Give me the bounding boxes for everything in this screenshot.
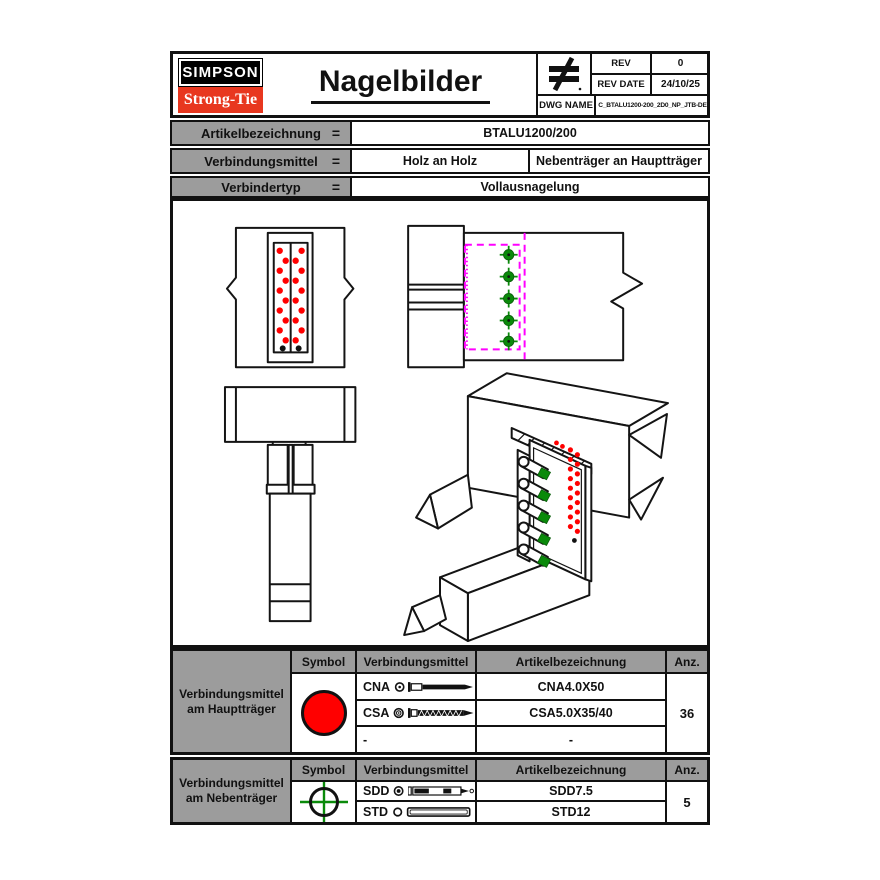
holz-an-holz-value: Holz an Holz: [402, 154, 478, 168]
not-equal-symbol-cell: [538, 54, 592, 96]
article-cell: STD12: [477, 802, 667, 822]
title-block: [170, 51, 710, 118]
col-header-artikelbezeichnung: Artikelbezeichnung: [477, 651, 667, 674]
traeger-value: Nebenträger an Hauptträger: [535, 154, 702, 168]
col-header-verbindungsmittel: Verbindungsmittel: [357, 651, 477, 674]
article-cell: CSA5.0X35/40: [477, 701, 667, 727]
rev-label-cell: [592, 54, 652, 75]
side-view: [408, 226, 642, 367]
group-label-cell: [173, 760, 292, 822]
fastener-code: CNA: [363, 679, 391, 694]
col-header-anz: Anz.: [667, 760, 707, 782]
technical-drawing-canvas: [173, 201, 707, 645]
rev-value-cell: [652, 54, 709, 75]
rev-date-value: 24/10/25: [661, 79, 700, 90]
fastener-row-csa: [357, 701, 477, 727]
dwg-name-value: C_BTALU1200-200_2D0_NP_JTB-DE: [598, 102, 707, 109]
dwg-name-label: DWG NAME: [539, 100, 593, 111]
info-label: Artikelbezeichnung: [201, 125, 321, 141]
equals-sign: =: [331, 125, 340, 141]
info-row-artikel: [170, 120, 710, 146]
rev-date-value-cell: [652, 75, 709, 96]
fastener-code: STD: [363, 805, 388, 819]
group-line2: am Nebenträger: [185, 791, 278, 805]
anz-cell-nebentraeger: 5: [683, 794, 691, 810]
fastener-code: -: [363, 732, 368, 747]
fastener-row-sdd: [357, 782, 477, 802]
main-beam-plan: [225, 387, 355, 442]
drawing-area: [170, 198, 710, 648]
equals-sign: =: [331, 153, 340, 169]
fastener-row-cna: [357, 674, 477, 701]
rev-date-label-cell: [592, 75, 652, 96]
col-header-symbol: Symbol: [292, 651, 357, 674]
plan-view: [225, 387, 355, 621]
sheet-title: Nagelbilder: [311, 65, 490, 104]
green-crosshair-symbol: [296, 782, 352, 822]
group-line2: am Hauptträger: [187, 701, 276, 716]
logo-line2: Strong-Tie: [183, 91, 258, 108]
main-beam-end: [408, 226, 464, 367]
article-cell: CNA4.0X50: [477, 674, 667, 701]
double-ring-icon: [393, 706, 404, 720]
symbol-cell-haupttraeger: [292, 674, 357, 752]
info-label: Verbindungsmittel: [204, 153, 318, 169]
col-header-verbindungsmittel: Verbindungsmittel: [357, 760, 477, 782]
col-header-anz: Anz.: [667, 651, 707, 674]
nebentraeger-table: [170, 757, 710, 825]
screw-icon: [408, 705, 475, 721]
info-label: Verbindertyp: [221, 179, 301, 195]
iso-view: [404, 373, 668, 641]
circle-icon: [392, 805, 403, 819]
front-view: [227, 228, 353, 367]
fastener-code: SDD: [363, 784, 390, 798]
simpson-logo: [178, 58, 263, 87]
dwg-name-value-cell: [596, 96, 709, 115]
article-cell: SDD7.5: [477, 782, 667, 802]
group-label-cell: [173, 651, 292, 752]
center-pin: [289, 445, 293, 498]
secondary-beam: [464, 233, 642, 360]
group-line1: Verbindungsmittel: [179, 686, 284, 701]
fastener-code: CSA: [363, 706, 390, 720]
col-header-artikelbezeichnung: Artikelbezeichnung: [477, 760, 667, 782]
ring-dot-icon: [394, 680, 405, 694]
not-equal-icon: [544, 56, 584, 92]
equals-sign: =: [331, 179, 340, 195]
fastener-row-empty: [357, 727, 477, 752]
artikel-value: BTALU1200/200: [483, 126, 577, 140]
group-line1: Verbindungsmittel: [179, 776, 284, 790]
rod-icon: [406, 804, 475, 820]
fastener-row-std: [357, 802, 477, 822]
haupttraeger-table: [170, 648, 710, 755]
anz-cell-haupttraeger: 36: [679, 705, 695, 721]
symbol-cell-nebentraeger: [292, 782, 357, 822]
rev-label: REV: [611, 58, 631, 69]
verbindertyp-value: Vollausnagelung: [480, 180, 580, 194]
dwg-name-label-cell: [538, 96, 596, 115]
revision-stamp: [536, 54, 707, 115]
nail-icon: [408, 679, 475, 695]
rev-date-label: REV DATE: [597, 79, 645, 90]
article-cell: -: [477, 727, 667, 752]
rev-value: 0: [677, 58, 684, 69]
info-row-verbindungsmittel: [170, 148, 710, 174]
red-circle-symbol: [301, 690, 347, 736]
strongtie-logo: [178, 87, 263, 113]
col-header-symbol: Symbol: [292, 760, 357, 782]
info-row-verbindertyp: [170, 176, 710, 198]
thick-ring-icon: [393, 784, 404, 798]
logo-line1: SIMPSON: [182, 64, 259, 81]
dowel-icon: [408, 783, 475, 799]
